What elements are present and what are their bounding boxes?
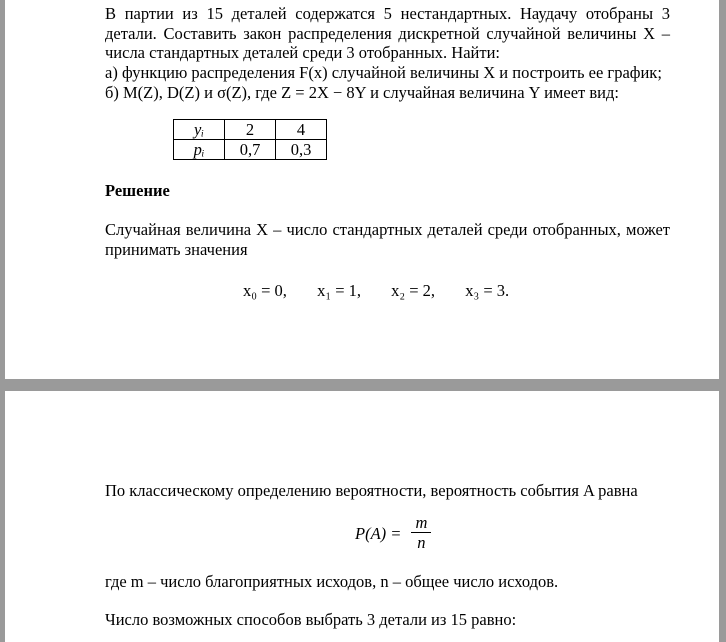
formula-lhs: P(A) = <box>355 523 402 543</box>
table-header-y: yᵢ <box>174 120 225 140</box>
table-header-p: pᵢ <box>174 140 225 160</box>
table-row <box>174 120 327 140</box>
document-page-1 <box>5 0 719 379</box>
solution-line-2: принимать значения <box>105 240 248 259</box>
classical-definition-line: По классическому определению вероятности, вероятность события A равна <box>105 481 638 500</box>
table-cell: 0,7 <box>225 140 276 160</box>
problem-line-5: б) M(Z), D(Z) и σ(Z), где Z = 2X − 8Y и случайная величина Y имеет вид: <box>105 83 619 102</box>
problem-line-2: детали. Составить закон распределения дискретной случайной величины X – <box>105 24 670 43</box>
x-value: x₀ = 0, <box>243 281 287 300</box>
solution-heading: Решение <box>105 181 170 200</box>
problem-line-3: числа стандартных деталей среди 3 отобранных. Найти: <box>105 43 500 62</box>
table-cell: 0,3 <box>276 140 327 160</box>
problem-line-1: В партии из 15 деталей содержатся 5 нестандартных. Наудачу отобраны 3 <box>105 4 670 23</box>
outcomes-definition-line: где m – число благоприятных исходов, n – общее число исходов. <box>105 572 559 591</box>
fraction-denominator: n <box>417 533 426 552</box>
problem-line-4: а) функцию распределения F(x) случайной величины X и построить ее график; <box>105 63 662 82</box>
table-cell: 4 <box>276 120 327 140</box>
document-page-2 <box>5 391 719 642</box>
x-value: x₁ = 1, <box>317 281 361 300</box>
fraction-numerator: m <box>415 513 428 532</box>
x-values-formula <box>243 281 535 301</box>
x-value: x₃ = 3. <box>465 281 510 300</box>
table-row <box>174 140 327 160</box>
table-cell: 2 <box>225 120 276 140</box>
fraction <box>411 514 431 553</box>
x-value: x₂ = 2, <box>391 281 436 300</box>
combinations-line: Число возможных способов выбрать 3 детали из 15 равно: <box>105 610 517 629</box>
probability-formula <box>355 514 431 553</box>
distribution-table <box>173 119 327 160</box>
solution-line-1: Случайная величина X – число стандартных деталей среди отобранных, может <box>105 220 670 239</box>
